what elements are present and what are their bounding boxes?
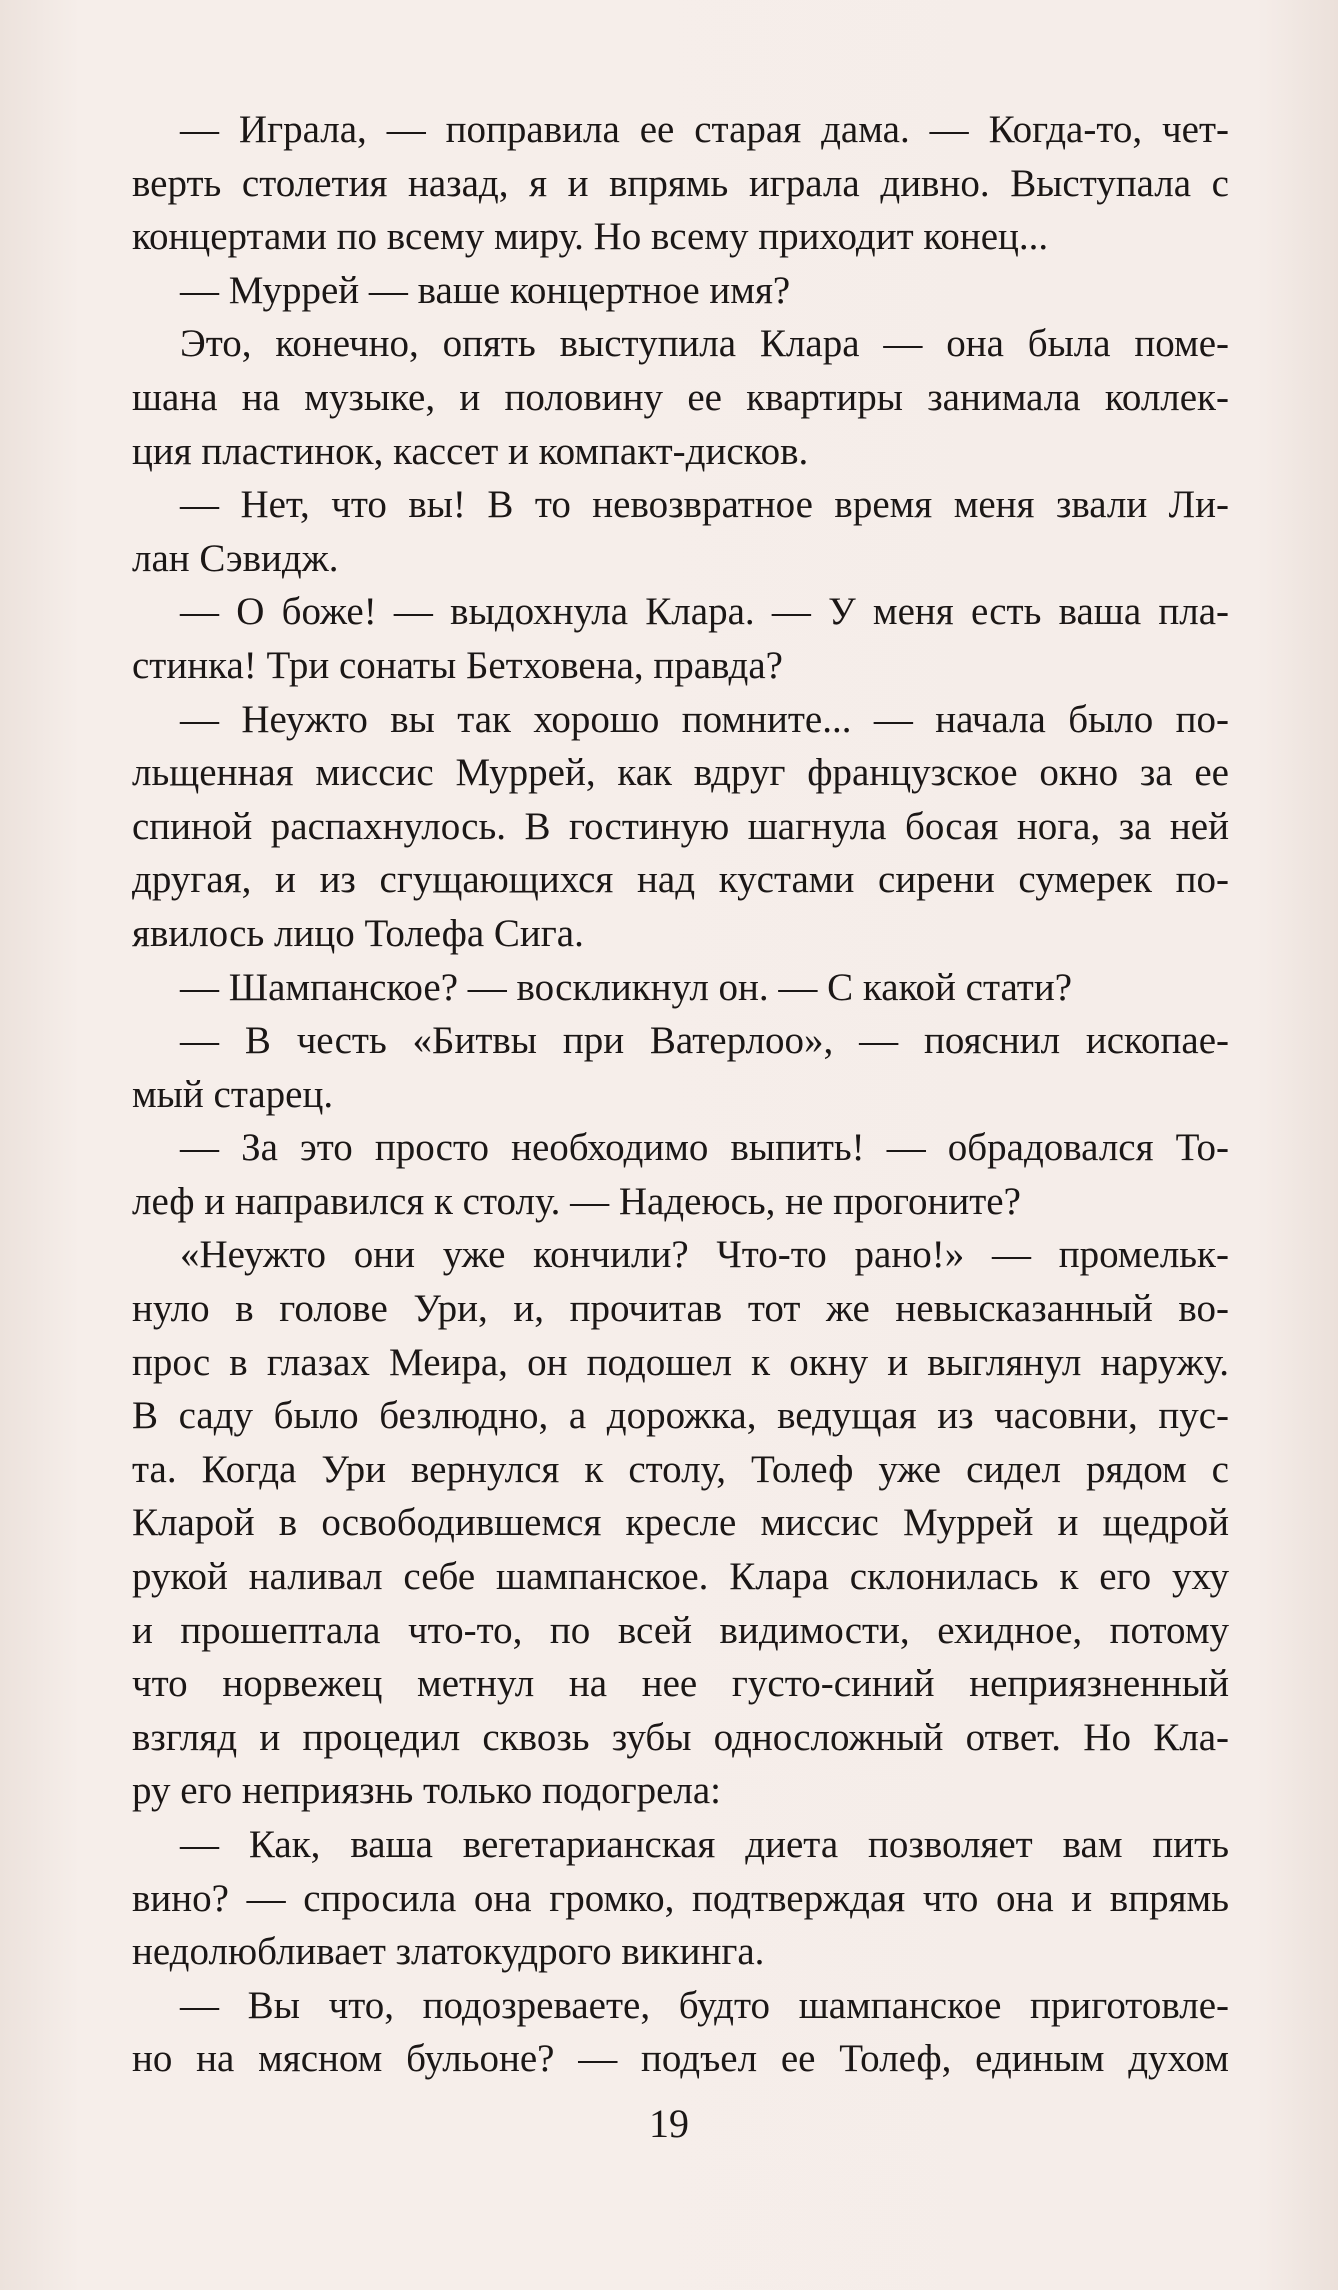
text-line: — За это просто необходимо выпить! — обрадовался То-	[180, 1126, 1229, 1170]
text-line: леф и направился к столу. — Надеюсь, не прогоните?	[132, 1179, 1021, 1223]
text-line: та. Когда Ури вернулся к столу, Толеф уже сидел рядом с	[132, 1447, 1229, 1491]
text-line: другая, и из сгущающихся над кустами сирени сумерек по-	[132, 858, 1229, 902]
page-number: 19	[649, 2101, 689, 2146]
text-line: стинка! Три сонаты Бетховена, правда?	[132, 643, 783, 687]
text-line: — Неужто вы так хорошо помните... — начала было по-	[180, 697, 1229, 741]
text-line: — Играла, — поправила ее старая дама. — Когда-то, чет-	[180, 108, 1229, 151]
text-line: В саду было безлюдно, а дорожка, ведущая из часовни, пус-	[132, 1394, 1229, 1438]
text-line: но на мясном бульоне? — подъел ее Толеф, единым духом	[132, 2037, 1229, 2081]
text-line: — В честь «Битвы при Ватерлоо», — пояснил ископае-	[180, 1019, 1229, 1063]
text-line: взгляд и процедил сквозь зубы односложный ответ. Но Кла-	[132, 1715, 1229, 1759]
text-line: Кларой в освободившемся кресле миссис Муррей и щедрой	[132, 1501, 1229, 1545]
text-line: — Муррей — ваше концертное имя?	[180, 268, 791, 312]
text-line: — Вы что, подозреваете, будто шампанское приготовле-	[180, 1983, 1229, 2027]
text-line: нуло в голове Ури, и, прочитав тот же невысказанный во-	[132, 1287, 1229, 1331]
text-line: — Шампанское? — воскликнул он. — С какой стати?	[180, 965, 1073, 1009]
text-line: и прошептала что-то, по всей видимости, ехидное, потому	[132, 1608, 1229, 1652]
text-line: рукой наливал себе шампанское. Клара склонилась к его уху	[132, 1555, 1229, 1599]
body-text	[132, 103, 1229, 2086]
text-line: верть столетия назад, я и впрямь играла дивно. Выступала с	[132, 161, 1229, 205]
text-line: мый старец.	[132, 1072, 334, 1116]
text-line: — Нет, что вы! В то невозвратное время меня звали Ли-	[180, 483, 1229, 527]
text-line: спиной распахнулось. В гостиную шагнула босая нога, за ней	[132, 804, 1229, 848]
text-line: явилось лицо Толефа Сига.	[132, 911, 584, 955]
text-line: — Как, ваша вегетарианская диета позволяет вам пить	[180, 1823, 1229, 1866]
text-line: «Неужто они уже кончили? Что-то рано!» — промельк-	[180, 1233, 1229, 1277]
text-line: недолюбливает златокудрого викинга.	[132, 1930, 765, 1974]
text-line: ция пластинок, кассет и компакт-дисков.	[132, 429, 809, 473]
text-line: вино? — спросила она громко, подтверждая что она и впрямь	[132, 1876, 1229, 1920]
text-line: льщенная миссис Муррей, как вдруг французское окно за ее	[132, 751, 1229, 795]
text-line: лан Сэвидж.	[132, 536, 339, 580]
text-line: ру его неприязнь только подогрела:	[132, 1769, 721, 1813]
text-line: — О боже! — выдохнула Клара. — У меня есть ваша пла-	[180, 590, 1229, 634]
text-line: шана на музыке, и половину ее квартиры занимала коллек-	[132, 375, 1229, 419]
text-line: что норвежец метнул на нее густо-синий неприязненный	[132, 1662, 1229, 1706]
text-line: концертами по всему миру. Но всему приходит конец...	[132, 215, 1049, 259]
text-line: Это, конечно, опять выступила Клара — она была поме-	[180, 322, 1229, 366]
text-line: прос в глазах Меира, он подошел к окну и выглянул наружу.	[132, 1340, 1229, 1384]
